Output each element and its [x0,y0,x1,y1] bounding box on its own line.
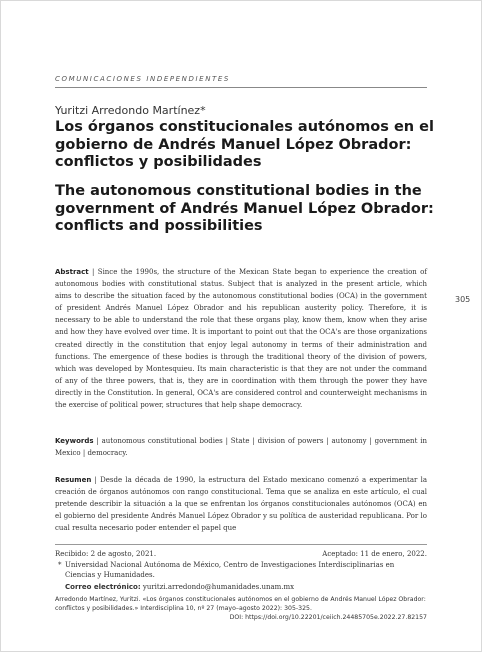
doi-link[interactable]: DOI: https://doi.org/10.22201/ceiich.24485705e.2022.27.82157 [229,614,427,621]
keywords-text: | autonomous constitutional bodies | State | division of powers | autonomy | government in Mexico | democracy. [55,437,427,458]
title-spanish: Los órganos constitucionales autónomos en el gobierno de Andrés Manuel López Obrador: conflictos y posibilidades [55,119,434,170]
citation-block [55,595,427,622]
abstract-text: | Since the 1990s, the structure of the Mexican State began to experience the creation of autonomous bodies with constitutional status. Subject that is analyzed in the present article, which aims to describe the situation faced by the autonomous constitutional bodies (OCA) in the government of president Andrés Manuel López Obrador and his republican austerity policy. Therefore, it is necessary to be able to understand the role that these organs play, know them, know when they arise and how they have evolved over time. It is important to point out that the OCA's are those organizations created directly in the constitution that enjoy legal autonomy in terms of their administration and functions. The emergence of these bodies is through the traditional theory of the division of powers, which was developed by Montesquieu. Its main characteristic is that they are not under the command of any of the three powers, that is, they are in coordination with them through the power they have directly in the Constitution. In general, OCA's are considered control and counterweight mechanisms in the exercise of political power, structures that help shape democracy. [55,268,427,410]
resumen-text: | Desde la década de 1990, la estructura del Estado mexicano comenzó a experimentar la creación de órganos autónomos con rango constitucional. Tema que se analiza en este artículo, el cual pretende describir la situación a la que se enfrentan los órganos constitucionales autónomos (OCA) en el gobierno del presidente Andrés Manuel López Obrador y su política de austeridad republicana. Por lo cual resulta necesario poder entender el papel que [55,476,427,533]
email-address[interactable]: yuritzi.arredondo@humanidades.unam.mx [142,583,295,591]
email-line [65,583,294,591]
affiliation-text: Universidad Nacional Autónoma de México, Centro de Investigaciones Interdisciplinarias en Ciencias y Humanidades. [65,561,395,579]
dates-row [55,550,427,558]
email-label: Correo electrónico: [65,583,141,591]
author-name: Yuritzi Arredondo Martínez* [55,104,206,117]
footer-rule [55,544,427,545]
affiliation [58,560,425,580]
keywords-paragraph [55,435,427,459]
resumen-paragraph [55,474,427,534]
page-number: 305 [455,295,471,304]
keywords-label: Keywords [55,437,94,445]
header-rule [55,87,427,88]
title-english: The autonomous constitutional bodies in the government of Andrés Manuel López Obrador: conflicts and possibilities [55,183,434,234]
accepted-date: Aceptado: 11 de enero, 2022. [322,550,427,558]
resumen-label: Resumen [55,476,92,484]
abstract-paragraph [55,266,427,411]
citation-text: Arredondo Martínez, Yuritzi. «Los órganos constitucionales autónomos en el gobierno de Andrés Manuel López Obrador: conflictos y posibilidades.» Interdisciplina 10, nº 27 (mayo–agosto 2022): 305-325. [55,596,426,612]
abstract-label: Abstract [55,268,89,276]
received-date: Recibido: 2 de agosto, 2021. [55,550,157,558]
section-label: COMUNICACIONES INDEPENDIENTES [55,75,230,83]
affiliation-mark: * [58,561,62,569]
